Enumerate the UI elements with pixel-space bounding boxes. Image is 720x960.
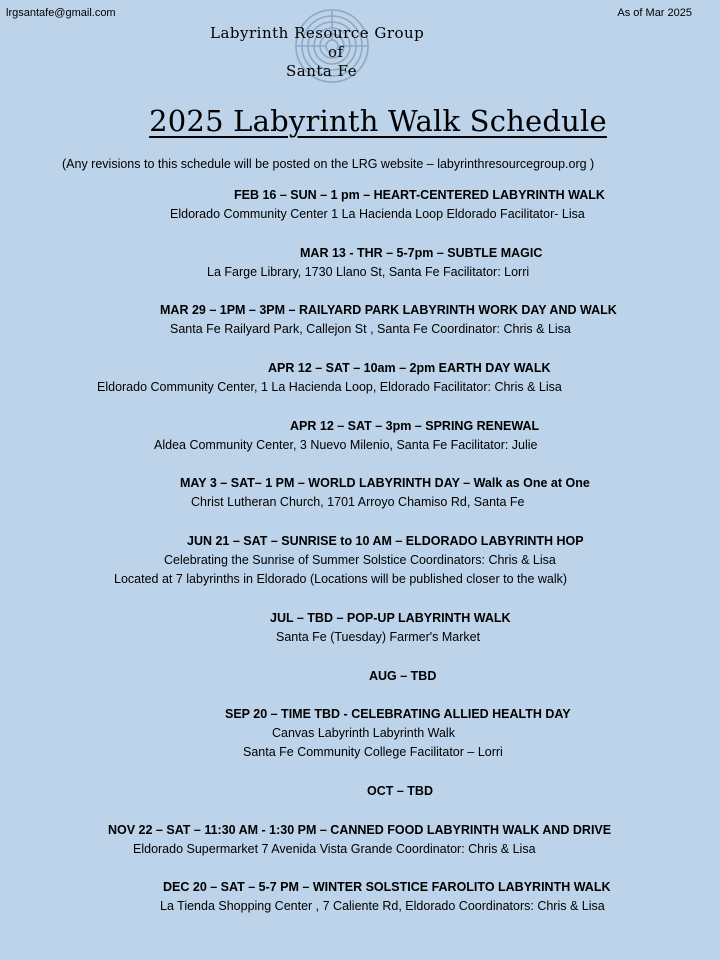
event-detail: Canvas Labyrinth Labyrinth Walk <box>272 726 455 740</box>
event-detail: La Tienda Shopping Center , 7 Caliente Rd, Eldorado Coordinators: Chris & Lisa <box>160 899 605 913</box>
event-detail: Aldea Community Center, 3 Nuevo Milenio, Santa Fe Facilitator: Julie <box>154 438 538 452</box>
event-detail: Eldorado Community Center 1 La Hacienda Loop Eldorado Facilitator- Lisa <box>170 207 585 221</box>
event-detail: Eldorado Community Center, 1 La Hacienda Loop, Eldorado Facilitator: Chris & Lisa <box>97 380 562 394</box>
revision-note: (Any revisions to this schedule will be posted on the LRG website – labyrinthresourcegroup.org ) <box>62 157 595 171</box>
event-heading: FEB 16 – SUN – 1 pm – HEART-CENTERED LABYRINTH WALK <box>234 188 605 202</box>
event-detail: Santa Fe Community College Facilitator – Lorri <box>243 745 503 759</box>
event-detail: La Farge Library, 1730 Llano St, Santa Fe Facilitator: Lorri <box>207 265 530 279</box>
event-heading: MAR 29 – 1PM – 3PM – RAILYARD PARK LABYRINTH WORK DAY AND WALK <box>160 303 617 317</box>
event-detail: Eldorado Supermarket 7 Avenida Vista Grande Coordinator: Chris & Lisa <box>133 842 536 856</box>
event-heading: SEP 20 – TIME TBD - CELEBRATING ALLIED HEALTH DAY <box>225 707 571 721</box>
event-heading: JUN 21 – SAT – SUNRISE to 10 AM – ELDORADO LABYRINTH HOP <box>187 534 584 548</box>
as-of-date: As of Mar 2025 <box>617 7 692 19</box>
organization-name <box>208 24 458 81</box>
event-detail: Christ Lutheran Church, 1701 Arroyo Chamiso Rd, Santa Fe <box>191 495 525 509</box>
org-line-1: Labyrinth Resource Group <box>210 24 425 42</box>
event-heading: AUG – TBD <box>369 669 437 683</box>
event-heading: MAR 13 - THR – 5-7pm – SUBTLE MAGIC <box>300 246 543 260</box>
event-heading: APR 12 – SAT – 3pm – SPRING RENEWAL <box>290 419 540 433</box>
event-heading: JUL – TBD – POP-UP LABYRINTH WALK <box>270 611 511 625</box>
contact-email: lrgsantafe@gmail.com <box>6 7 116 19</box>
event-detail: Located at 7 labyrinths in Eldorado (Locations will be published closer to the walk) <box>114 572 568 586</box>
page-title: 2025 Labyrinth Walk Schedule <box>149 104 607 138</box>
event-detail: Santa Fe (Tuesday) Farmer's Market <box>276 630 481 644</box>
event-heading: DEC 20 – SAT – 5-7 PM – WINTER SOLSTICE FAROLITO LABYRINTH WALK <box>163 880 611 894</box>
event-heading: OCT – TBD <box>367 784 433 798</box>
event-detail: Santa Fe Railyard Park, Callejon St , Santa Fe Coordinator: Chris & Lisa <box>170 322 571 336</box>
event-heading: NOV 22 – SAT – 11:30 AM - 1:30 PM – CANNED FOOD LABYRINTH WALK AND DRIVE <box>108 823 612 837</box>
org-line-3: Santa Fe <box>286 62 358 80</box>
event-heading: MAY 3 – SAT– 1 PM – WORLD LABYRINTH DAY – Walk as One at One <box>180 476 590 490</box>
org-line-2: of <box>328 43 344 61</box>
event-heading: APR 12 – SAT – 10am – 2pm EARTH DAY WALK <box>268 361 551 375</box>
event-detail: Celebrating the Sunrise of Summer Solstice Coordinators: Chris & Lisa <box>164 553 556 567</box>
